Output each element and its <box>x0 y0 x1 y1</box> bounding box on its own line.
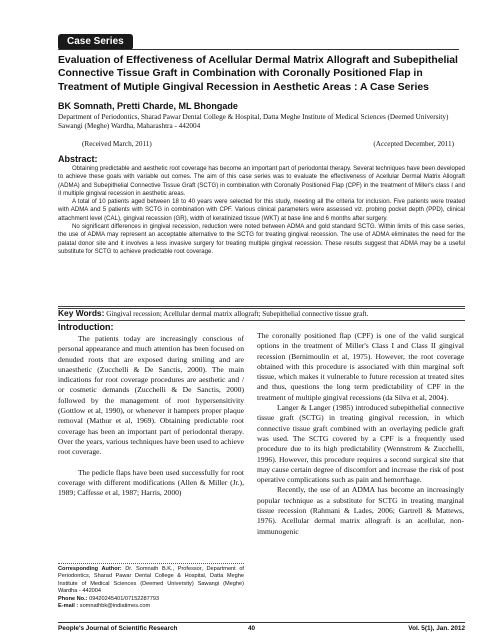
received-date: (Received March, 2011) <box>82 140 152 148</box>
keywords-text: Gingival recession; Acellular dermal matrix allograft; Subepithelial connective tissue graft. <box>106 310 369 318</box>
corresponding-author-note <box>58 566 244 610</box>
page-number: 40 <box>248 625 256 632</box>
email-address: somnathbk@indiatimes.com <box>78 603 151 610</box>
keywords-top-rule <box>58 306 465 307</box>
header-rule <box>58 49 459 50</box>
abstract-paragraph: A total of 10 patients aged between 18 to 40 years were selected for this study, meeting all the criteria for inclusion. Five patients were treated with ADMA and 5 patients with SCTG in combination with CPF. Various clinical parameters were assessed viz. probing pocket depth (PPD), clinical attachment level (CAL), gingival recession (GR), width of keratinized tissue (WKT) at base line and 6 months after surgery. <box>58 198 465 222</box>
volume-issue: Vol. 5(1), Jan. 2012 <box>408 625 465 632</box>
right-column <box>257 331 464 537</box>
phone-label: Phone No.: <box>58 595 88 602</box>
abstract-heading: Abstract: <box>58 154 98 164</box>
footnote-separator <box>58 563 244 564</box>
abstract-body <box>58 165 465 256</box>
keywords-line <box>58 309 468 319</box>
accepted-date: (Accepted December, 2011) <box>373 140 454 148</box>
phone-number: 09420245401/07152287793 <box>87 595 160 602</box>
journal-name: People's Journal of Scientific Research <box>58 625 178 632</box>
abstract-paragraph: Obtaining predictable and aesthetic root coverage has become an important part of periodontal therapy. Several techniques have been developed to achieve these goals with variable out comes. The aim of this case series was to evaluate the effectiveness of Acellular Dermal Matrix Allograft (ADMA) and Subepithelial Connective Tissue Graft (SCTG) in combination with Coronally Positioned Flap (CPF) in the treatment of Miller's class I and II multiple gingival recession in aesthetic areas. <box>58 165 465 197</box>
keywords-bottom-rule <box>58 320 465 321</box>
corr-label: Corresponding Author: <box>58 566 122 572</box>
body-paragraph: Recently, the use of an ADMA has become an increasingly popular technique as a substitute for SCTG in treating marginal tissue recession (Rahmani & Lades, 2006; Gartrell & Mattews, 1976). Acellular dermal matrix allograft is an acellular, non-immunogenic <box>257 485 464 536</box>
body-paragraph: The coronally positioned flap (CPF) is one of the valid surgical options in the treatment of Miller's Class I and Class II gingival recession (Bernimoulin et al, 1975). However, the root coverage obtained with this procedure is associated with thin marginal soft tissue, which makes it vulnerable to future recession at treated sites and thus, questions the long term predictability of CPF in the treatment of multiple gingival recessions (da Silva et al, 2004). <box>257 331 464 402</box>
page-footer <box>58 625 465 632</box>
author-list: BK Somnath, Pretti Charde, ML Bhongade <box>58 101 238 111</box>
affiliation: Department of Periodontics, Sharad Pawar Dental College & Hospital, Datta Meghe Institute of Medical Sciences (Deemed University) Sawangi (Meghe) Wardha, Maharashtra - 442004 <box>58 113 449 131</box>
introduction-heading: Introduction: <box>58 322 114 332</box>
article-title: Evaluation of Effectiveness of Acellular Dermal Matrix Allograft and Subepithelial Connective Tissue Graft in Combination with Coronally Positioned Flap in Treatment of Mutiple Gingival Recession in Aesthetic Areas : A Case Series <box>58 55 458 93</box>
case-series-badge: Case Series <box>58 34 133 50</box>
body-paragraph: Langer & Langer (1985) introduced subepithelial connective tissue graft (SCTG) in treating gingival recession, in which connective tissue graft combined with an overlaying pedicle graft was used. The SCTG covered by a CPF is a frequently used procedure due to its high predictability (Wennstrom & Zucchelli, 1996). However, this procedure requires a second surgical site that may cause certain degree of discomfort and increase the risk of post operative complications such as pain and hemorrhage. <box>257 403 464 485</box>
abstract-paragraph: No significant differences in gingival recession, reduction were noted between ADMA and gold standard SCTG. Within limits of this case series, the use of ADMA may represent an acceptable alternative to the SCTG for treating gingival recession. The use of ADMA eliminates the need for the palatal donor site and it involves a less invasive surgery for treating multiple gingival recession. These results suggest that ADMA may be a useful substitute for SCTG to achieve predictable root coverage. <box>58 223 465 255</box>
corr-text: Dr. Somnath B.K., Professor, Department of Periodontics, Sharad Pawar Dental College & Hospital, Datta Meghe Institute of Medical Sciences (Deemed University) Sawangi (Meghe) Wardha - 442004 <box>58 566 244 595</box>
body-paragraph: The patients today are increasingly conscious of personal appearance and much attention has been focused on denuded roots that are exposed during smiling and are unaesthetic (Zucchelli & De Sanctis, 2000). The main indications for root coverage procedures are aesthetic and / or cosmetic demands (Zucchelli & De Sanctis, 2000) followed by the management of root hypersensitivity (Gottlow et al, 1990), or whenever it hampers proper plaque removal (Mathur et al, 1969). Obtaining predictable root coverage has been an important part of periodontal therapy. Over the years, various techniques have been used to achieve root coverage. <box>58 334 244 457</box>
keywords-label: Key Words: <box>58 308 105 318</box>
footer-rule <box>58 622 465 623</box>
email-label: E-mail : <box>58 603 79 610</box>
left-column <box>58 334 244 498</box>
received-accepted-dates <box>82 140 454 148</box>
body-paragraph: The pedicle flaps have been used successfully for root coverage with different modifications (Allen & Miller (Jr.), 1989; Caffesse et al, 1987; Harris, 2000) <box>58 467 244 498</box>
